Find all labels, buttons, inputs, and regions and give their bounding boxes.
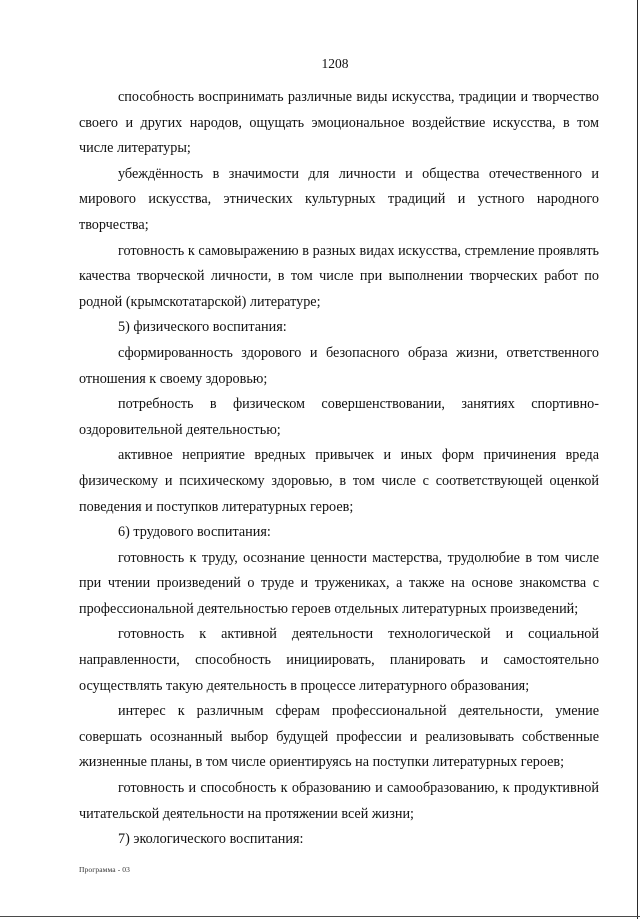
scan-edge-divider [637,0,638,919]
paragraph: готовность и способность к образованию и самообразованию, к продуктивной читательской деятельности на протяжении всей жизни; [79,780,599,822]
scan-edge-divider [0,916,640,917]
paragraph: потребность в физическом совершенствовании, занятиях спортивно-оздоровительной деятельностью; [79,396,599,438]
paragraph: готовность к активной деятельности технологической и социальной направленности, способность инициировать, планировать и самостоятельно осуществлять такую деятельность в процессе литературного образования; [79,626,599,694]
paragraph: интерес к различным сферам профессиональной деятельности, умение совершать осознанный выбор будущей профессии и реализовывать собственные жизненные планы, в том числе ориентируясь на поступки литературных героев; [79,703,599,771]
page-footer: Программа - 03 [79,865,130,874]
paragraph: способность воспринимать различные виды искусства, традиции и творчество своего и других народов, ощущать эмоциональное воздействие искусства, в том числе литературы; [79,89,599,157]
paragraph: готовность к самовыражению в разных видах искусства, стремление проявлять качества творческой личности, в том числе при выполнении творческих работ по родной (крымскотатарской) литературе; [79,242,599,310]
section-heading: 7) экологического воспитания: [118,831,304,848]
section-heading: 5) физического воспитания: [118,319,287,336]
paragraph: убеждённость в значимости для личности и общества отечественного и мирового искусства, этнических культурных традиций и устного народного творчества; [79,165,599,233]
paragraph: готовность к труду, осознание ценности мастерства, трудолюбие в том числе при чтении произведений о труде и тружениках, а также на основе знакомства с профессиональной деятельностью героев отдельных литературных произведений; [79,549,599,617]
page-number: 1208 [321,56,349,71]
paragraph: сформированность здорового и безопасного образа жизни, ответственного отношения к своему здоровью; [79,344,599,387]
section-heading: 6) трудового воспитания: [118,524,271,541]
paragraph: активное неприятие вредных привычек и иных форм причинения вреда физическому и психическому здоровью, в том числе с соответствующей оценкой поведения и поступков литературных героев; [79,447,599,515]
document-body [79,85,599,853]
